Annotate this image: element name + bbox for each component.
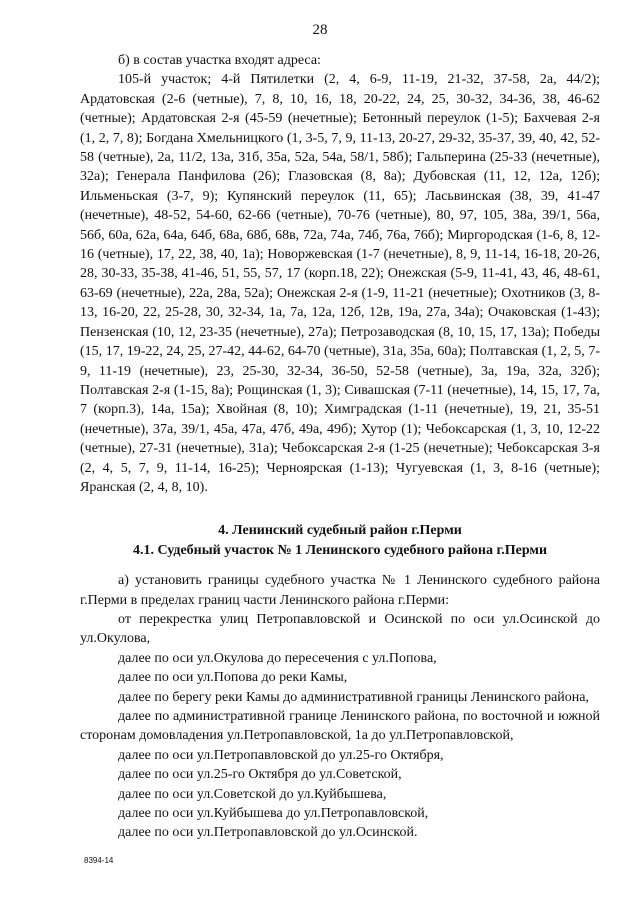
route-line: далее по оси ул.Попова до реки Камы, bbox=[118, 670, 348, 686]
document-code: 8394-14 bbox=[84, 856, 114, 865]
route-line: далее по оси ул.Петропавловской до ул.Осинской. bbox=[118, 825, 418, 841]
route-line: далее по оси ул.25-го Октября до ул.Советской, bbox=[118, 767, 402, 783]
route-line: далее по берегу реки Камы до административной границы Ленинского района, bbox=[118, 689, 590, 705]
boundary-intro: а) установить границы судебного участка № 1 Ленинского судебного района г.Перми в пределах границ части Ленинского района г.Перми: bbox=[80, 573, 600, 608]
section-heading: 4. Ленинский судебный район г.Перми bbox=[218, 523, 462, 539]
route-line: далее по оси ул.Окулова до пересечения с ул.Попова, bbox=[118, 650, 437, 666]
addresses-intro: б) в состав участка входят адреса: bbox=[118, 53, 321, 68]
document-body bbox=[80, 51, 600, 843]
route-line: далее по оси ул.Куйбышева до ул.Петропавловской, bbox=[118, 806, 429, 822]
subsection-heading: 4.1. Судебный участок № 1 Ленинского судебного района г.Перми bbox=[132, 542, 548, 558]
route-line: далее по оси ул.Петропавловской до ул.25-го Октября, bbox=[118, 747, 444, 763]
address-list: 105-й участок; 4-й Пятилетки (2, 4, 6-9, 11-19, 21-32, 37-58, 2а, 44/2); Ардатовская (2-6 (четные), 7, 8, 10, 16, 18, 20-22, 24, 25, 30-32, 34-36, 38, 46-62 (четные); Ардатовская 2-я (45-59 (нечетные); Бетонный переулок (1-5); Бахчевая 2-я (1, 2, 7, 8); Богдана Хмельницкого (1, 3-5, 7, 9, 11-13, 20-27, 29-32, 35-37, 39, 40, 42, 52-58 (четные), 2а, 11/2, 13а, 31б, 35а, 52а, 54а, 58/1, 58б); Гальперина (25-33 (нечетные), 32а); Генерала Панфилова (26); Глазовская (8, 8а); Дубовская (11, 12, 12а, 12б); Ильменьская (3-7, 9); Купянский переулок (11, 65); Ласьвинская (38, 39, 41-47 (нечетные), 48-52, 54-60, 62-66 (четные), 70-76 (четные), 80, 97, 105, 38а, 39/1, 56а, 56б, 60а, 62а, 64а, 64б, 68а, 68б, 68в, 72а, 74а, 74б, 76а, 76б); Миргородская (1-6, 8, 12-16 (четные), 17, 22, 38, 40, 1а); Новоржевская (1-7 (нечетные), 8, 9, 11-14, 16-18, 20-26, 28, 30-33, 35-38, 41-46, 51, 55, 57, 17 (корп.18, 22); Онежская (5-9, 11-41, 43, 46, 48-61, 63-69 (нечетные), 22а, 28а, 52а); Онежская 2-я (1-9, 11-21 (нечетные); Охотников (3, 8-13, 16-20, 22, 25-28, 30, 32-34, 1а, 7а, 12а, 12б, 12в, 19а, 27а, 34а); Очаковская (1-43); Пензенская (10, 12, 23-35 (нечетные), 27а); Петрозаводская (8, 10, 15, 17, 13а); Победы (15, 17, 19-22, 24, 25, 27-42, 44-62, 64-70 (четные), 31а, 35а, 60а); Полтавская (1, 2, 5, 7-9, 11-19 (нечетные), 23, 25-30, 32-34, 36-50, 52-58 (четные), 3а, 19а, 32а, 32б); Полтавская 2-я (1-15, 8а); Рощинская (1, 3); Сивашская (7-11 (нечетные), 14, 15, 17, 7а, 7 (корп.3), 14а, 15а); Хвойная (8, 10); Химградская (1-11 (нечетные), 19, 21, 35-51 (нечетные), 37а, 39/1, 45а, 47а, 47б, 49а, 49б); Хутор (1); Чебоксарская (1, 3, 10, 12-22 (четные), 27-31 (нечетные), 31а); Чебоксарская 2-я (1-25 (нечетные); Чебоксарская 3-я (2, 4, 5, 7, 9, 11-14, 16-25); Черноярская (1-13); Чугуевская (1, 3, 8-16 (четные); Яранская (2, 4, 8, 10). bbox=[80, 72, 600, 495]
page-number: 28 bbox=[312, 22, 328, 38]
route-line: от перекрестка улиц Петропавловской и Осинской по оси ул.Осинской до ул.Окулова, bbox=[80, 611, 600, 647]
route-line: далее по административной границе Ленинского района, по восточной и южной сторонам домовладения ул.Петропавловской, 1а до ул.Петропавловской, bbox=[80, 709, 600, 744]
route-line: далее по оси ул.Советской до ул.Куйбышева, bbox=[118, 786, 387, 802]
